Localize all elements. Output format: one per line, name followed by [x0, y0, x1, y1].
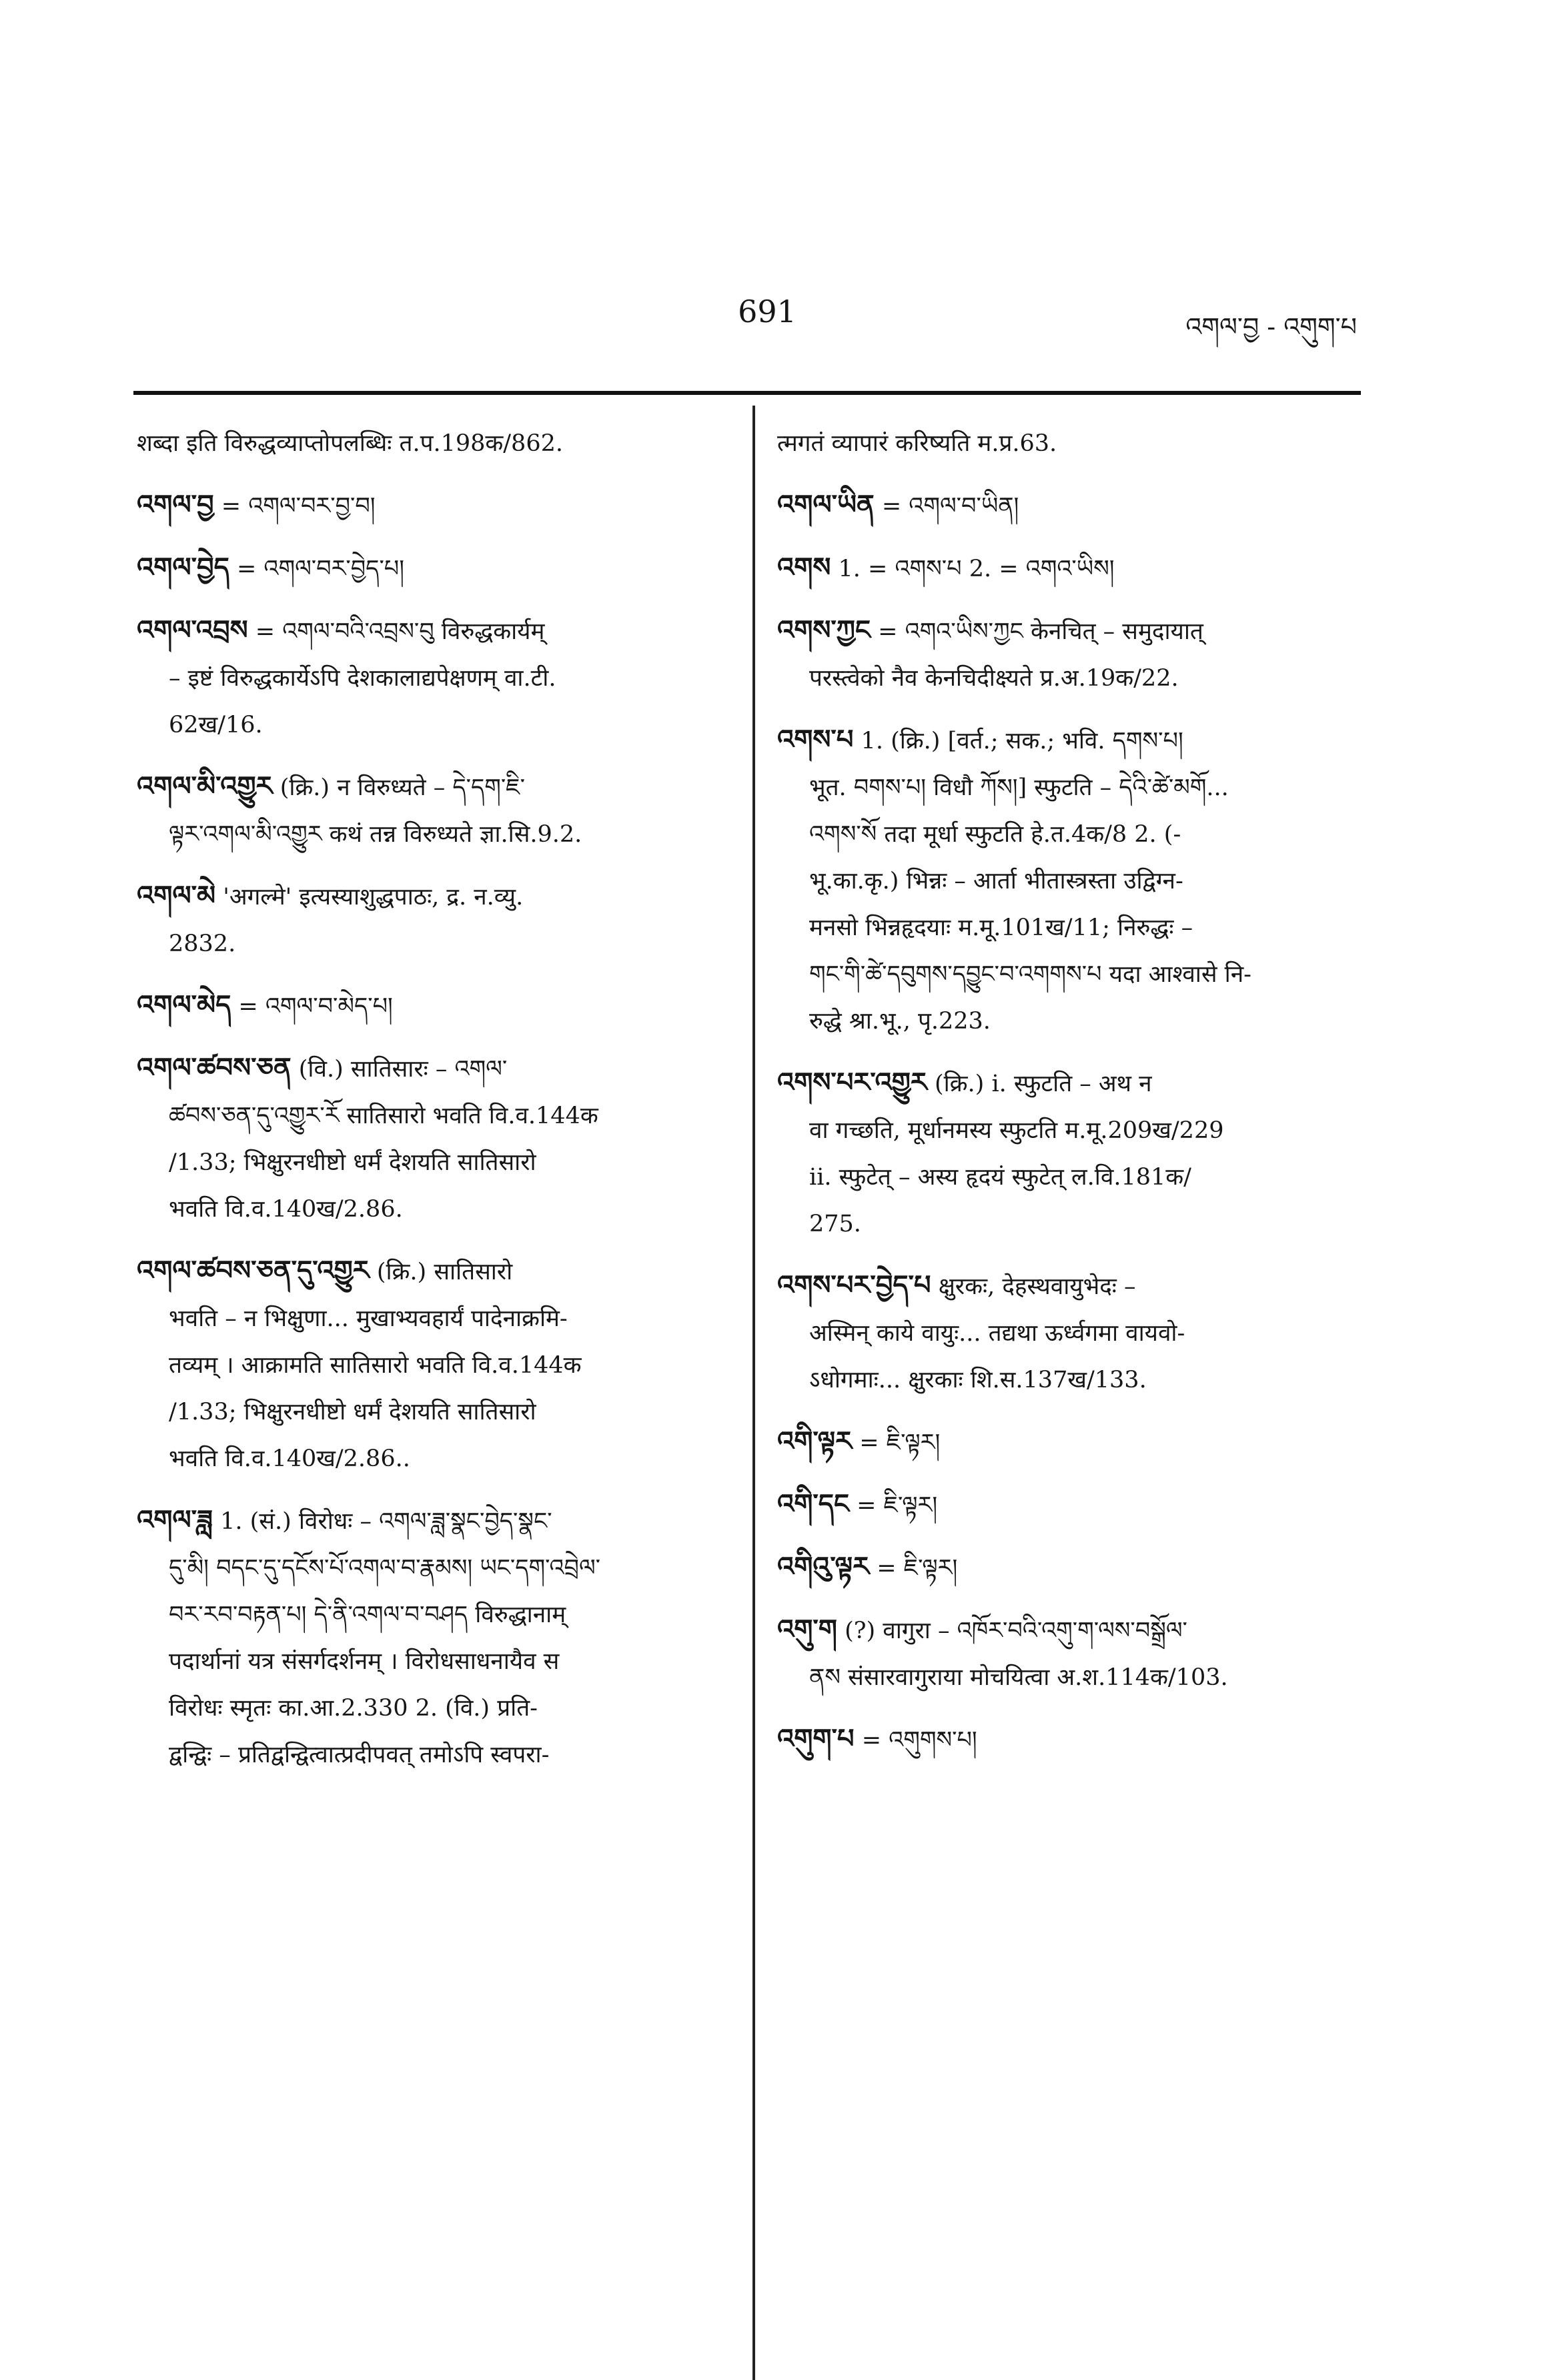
entry-headword: འགལ་མེད	[137, 989, 231, 1021]
dictionary-entry	[137, 1247, 724, 1482]
entry-headword: འགུ་ག	[777, 1614, 837, 1645]
entry-headword: འགུག་པ	[777, 1723, 855, 1754]
dictionary-entry	[777, 1481, 1358, 1529]
entry-continuation-line: तव्यम् । आक्रामति सातिसारो भवति वि.व.144क	[169, 1352, 582, 1379]
dictionary-entry	[137, 544, 724, 592]
entry-definition: = ཇི་ལྟར།	[857, 1492, 938, 1519]
entry-continuation-line: भूत. བགས་པ། विधौ ཀོས།] स्फुटति – དེའི་ཚེ་མགོ...	[809, 774, 1229, 801]
entry-headword: འགལ་བྱ	[137, 489, 214, 520]
header-rule	[133, 391, 1361, 395]
dictionary-entry	[777, 607, 1358, 702]
dictionary-entry	[137, 872, 724, 967]
dictionary-entry	[777, 1059, 1358, 1247]
entry-continuation-line: भवति वि.व.140ख/2.86.	[169, 1196, 403, 1223]
entry-continuation-line: གང་གི་ཚེ་དབུགས་དབྱུང་བ་འགགས་པ यदा आश्वासे नि-	[809, 961, 1251, 988]
entry-continuation-line: विरोधः स्मृतः का.आ.2.330 2. (वि.) प्रति-	[169, 1695, 538, 1722]
entry-continuation-line: परस्त्वेको नैव केनचिदीक्ष्यते प्र.अ.19क/22.	[809, 665, 1179, 692]
entry-headword: འགས་པ	[777, 724, 854, 755]
entry-continuation-line: भवति वि.व.140ख/2.86..	[169, 1445, 410, 1472]
entry-headword: འགས	[777, 552, 831, 583]
entry-continuation-line: ལྟར་འགལ་མི་འགྱུར कथं तन्न विरुध्यते ज्ञा.सि.9.2.	[169, 821, 582, 848]
entry-continuation-line: वा गच्छति, मूर्धानमस्य स्फुटति म.मू.209ख/229	[809, 1117, 1224, 1144]
dictionary-entry	[777, 1716, 1358, 1764]
entry-definition: 'अगल्मे' इत्यस्याशुद्धपाठः, द्र. न.व्यु.	[223, 884, 524, 911]
entry-continuation-line: 62ख/16.	[169, 712, 263, 738]
entry-definition: (?) वागुरा – འཁོར་བའི་འགུ་ག་ལས་བསྒྲོལ་	[845, 1618, 1187, 1644]
entry-continuation-line: འགས་སོ तदा मूर्धा स्फुटति हे.त.4क/8 2. (-	[809, 821, 1181, 848]
entry-definition: = འགའ་ཡིས་ཀྱང केनचित् – समुदायात्	[878, 618, 1203, 645]
running-head: འགལ་བྱ - འགུག་པ	[1185, 312, 1357, 342]
dictionary-entry	[137, 607, 724, 748]
entry-continuation-line: शब्दा इति विरुद्धव्याप्तोपलब्धिः त.प.198क/862.	[137, 430, 563, 457]
entry-headword: འགལ་བྱེད	[137, 552, 229, 583]
entry-definition: 1. (सं.) विरोधः – འགལ་ཟླ་སྣང་བྱེད་སྣང་	[220, 1508, 552, 1535]
entry-definition: = ཇི་ལྟར།	[877, 1555, 958, 1582]
entry-headword: འགི་ལྟར	[777, 1425, 853, 1457]
entry-continuation-line: /1.33; भिक्षुरनधीष्टो धर्मं देशयति सातिसारो	[169, 1399, 536, 1425]
entry-definition: 1. (क्रि.) [वर्त.; सक.; भवि. དགས་པ།	[861, 728, 1183, 754]
entry-definition: = འགལ་བར་བྱ་བ།	[221, 493, 376, 520]
entry-headword: འགལ་མི་འགྱུར	[137, 770, 273, 802]
entry-definition: = འགལ་བའི་འབྲས་བུ विरुद्धकार्यम्	[255, 618, 545, 645]
dictionary-entry	[137, 420, 724, 467]
dictionary-entry	[137, 1497, 724, 1778]
dictionary-entry	[777, 716, 1358, 1045]
entry-continuation-line: ऽधोगमाः... क्षुरकाः शि.स.137ख/133.	[809, 1367, 1147, 1393]
entry-continuation-line: अस्मिन् काये वायुः... तद्यथा ऊर्ध्वगमा वायवो-	[809, 1320, 1185, 1347]
entry-headword: འགལ་ཡིན	[777, 489, 875, 520]
entry-definition: = འགལ་བ་མེད་པ།	[238, 993, 393, 1020]
left-column	[137, 420, 724, 1793]
entry-headword: འགལ་ཚབས་ཅན	[137, 1052, 292, 1083]
entry-continuation-line: – इष्टं विरुद्धकार्येऽपि देशकालाद्यपेक्षणम् वा.टी.	[169, 665, 556, 692]
entry-continuation-line: /1.33; भिक्षुरनधीष्टो धर्मं देशयति सातिसारो	[169, 1149, 536, 1176]
entry-headword: འགི་དང	[777, 1488, 849, 1520]
dictionary-entry	[137, 763, 724, 858]
entry-continuation-line: 2832.	[169, 931, 236, 957]
entry-continuation-line: དུ་མི། བདང་དུ་དངོས་པོ་འགལ་བ་རྣམས། ཡང་དག་འབྲེལ་	[169, 1555, 601, 1582]
entry-definition: (वि.) सातिसारः – འགལ་	[298, 1056, 508, 1083]
entry-continuation-line: ནས संसारवागुराया मोचयित्वा अ.श.114क/103.	[809, 1664, 1228, 1691]
right-column	[777, 420, 1358, 1778]
entry-headword: འགས་པར་འགྱུར	[777, 1067, 927, 1098]
entry-headword: འགལ་མེ	[137, 880, 216, 911]
entry-definition: क्षुरकः, देहस्थवायुभेदः –	[938, 1273, 1136, 1300]
entry-headword: འགལ་འབྲས	[137, 614, 248, 646]
entry-continuation-line: मनसो भिन्नहृदयाः म.मू.101ख/11; निरुद्धः –	[809, 915, 1193, 941]
entry-headword: འགལ་ཟླ	[137, 1504, 213, 1536]
entry-definition: = འགུགས་པ།	[861, 1727, 977, 1754]
page-number: 691	[738, 293, 797, 330]
dictionary-entry	[777, 1606, 1358, 1701]
entry-headword: འགལ་ཚབས་ཅན་དུ་འགྱུར	[137, 1255, 370, 1286]
entry-continuation-line: द्वन्द्विः – प्रतिद्वन्द्वित्वात्प्रदीपवत् तमोऽपि स्वपरा-	[169, 1742, 550, 1768]
dictionary-entry	[137, 1045, 724, 1233]
column-rule	[752, 406, 755, 2380]
entry-continuation-line: བར་རབ་བརྟན་པ། དེ་ནི་འགལ་བ་བཤད विरुद्धानाम्	[169, 1602, 566, 1628]
dictionary-entry	[777, 482, 1358, 530]
entry-definition: = ཇི་ལྟར།	[859, 1429, 941, 1456]
entry-continuation-line: भू.का.कृ.) भिन्नः – आर्ता भीतास्त्रस्ता उद्विग्न-	[809, 868, 1183, 895]
entry-headword: འགས་ཀྱང	[777, 614, 871, 646]
entry-continuation-line: पदार्थानां यत्र संसर्गदर्शनम् । विरोधसाधनायैव स	[169, 1648, 560, 1675]
dictionary-entry	[777, 1544, 1358, 1592]
entry-headword: འགིའུ་ལྟར	[777, 1551, 870, 1582]
entry-definition: (क्रि.) i. स्फुटति – अथ न	[934, 1071, 1152, 1097]
entry-headword: འགས་པར་བྱེད་པ	[777, 1269, 931, 1301]
entry-continuation-line: 275.	[809, 1211, 861, 1237]
dictionary-entry	[777, 1262, 1358, 1403]
entry-definition: 1. = འགས་པ 2. = འགའ་ཡིས།	[838, 556, 1115, 582]
entry-definition: (क्रि.) न विरुध्यते – དེ་དག་ཇི་	[280, 774, 525, 801]
dictionary-entry	[137, 482, 724, 530]
dictionary-entry	[137, 982, 724, 1030]
entry-continuation-line: भवति – न भिक्षुणा... मुखाभ्यवहार्यं पादेनाक्रमि-	[169, 1305, 568, 1332]
entry-continuation-line: ii. स्फुटेत् – अस्य हृदयं स्फुटेत् ल.वि.181क/	[809, 1164, 1191, 1191]
entry-continuation-line: त्मगतं व्यापारं करिष्यति म.प्र.63.	[777, 430, 1057, 457]
dictionary-entry	[777, 420, 1358, 467]
entry-definition: = འགལ་བར་བྱེད་པ།	[236, 556, 405, 582]
dictionary-entry	[777, 1418, 1358, 1466]
entry-continuation-line: ཚབས་ཅན་དུ་འགྱུར་རོ सातिसारो भवति वि.व.144क	[169, 1103, 598, 1129]
dictionary-entry	[777, 544, 1358, 592]
entry-definition: = འགལ་བ་ཡིན།	[881, 493, 1019, 520]
entry-continuation-line: रुद्धे श्रा.भू., पृ.223.	[809, 1008, 991, 1035]
entry-definition: (क्रि.) सातिसारो	[376, 1259, 513, 1285]
